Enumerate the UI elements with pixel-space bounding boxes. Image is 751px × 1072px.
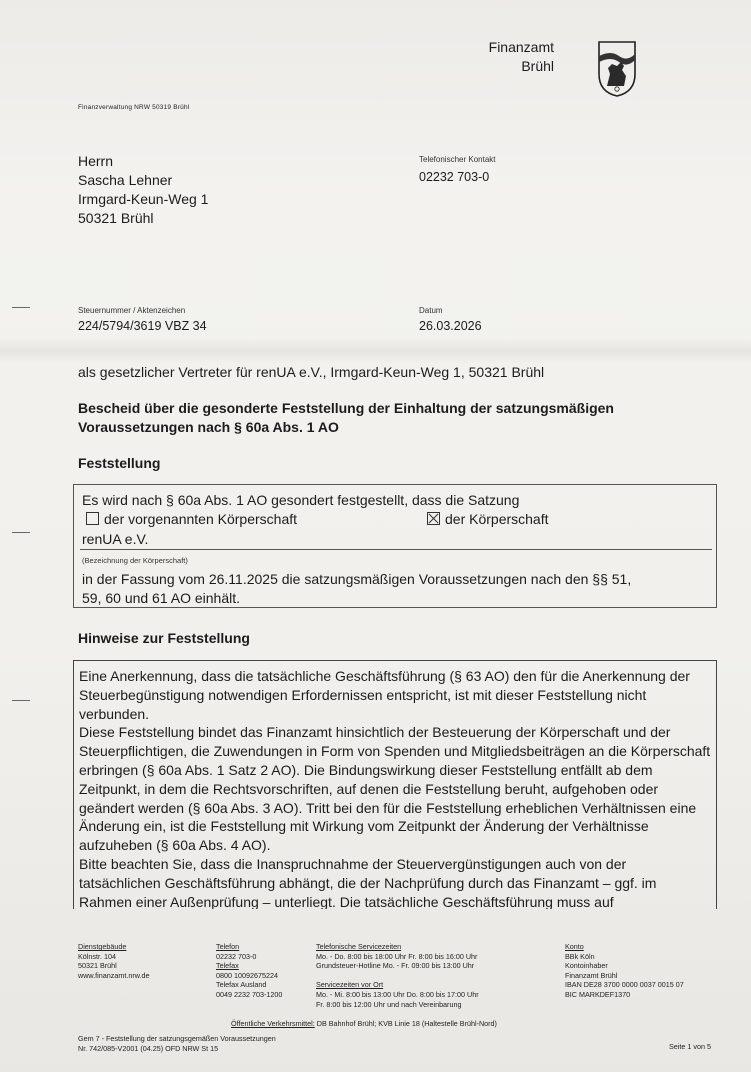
footer-account-label: Konto bbox=[565, 942, 584, 951]
footer-onsite-hours-2: Fr. 8:00 bis 12:00 Uhr und nach Vereinbarung bbox=[316, 999, 462, 1009]
checkbox-unchecked-icon[interactable] bbox=[86, 512, 99, 525]
footer-phone bbox=[216, 942, 282, 1000]
footer-iban: IBAN DE28 3700 0000 0037 0015 07 bbox=[565, 980, 684, 990]
footer-service-label: Telefonische Servicezeiten bbox=[316, 942, 402, 951]
footer-fax-abroad-number: 0049 2232 703-1200 bbox=[216, 989, 283, 999]
hinweise-heading: Hinweise zur Feststellung bbox=[78, 630, 250, 646]
recipient-name: Sascha Lehner bbox=[78, 172, 173, 188]
representative-line: als gesetzlicher Vertreter für renUA e.V., Irmgard-Keun-Weg 1, 50321 Brühl bbox=[78, 364, 545, 380]
entity-name: renUA e.V. bbox=[82, 531, 149, 547]
footer-bic: BIC MARKDEF1370 bbox=[565, 989, 631, 999]
sender-line: Finanzverwaltung NRW 50319 Brühl bbox=[78, 104, 190, 111]
footer-website-link[interactable]: www.finanzamt.nrw.de bbox=[78, 970, 150, 980]
feststellung-intro: Es wird nach § 60a Abs. 1 AO gesondert festgestellt, dass die Satzung bbox=[82, 492, 520, 508]
footer-form-id bbox=[78, 1034, 276, 1053]
footer-building-city: 50321 Brühl bbox=[78, 961, 117, 971]
footer-fax-label: Telefax bbox=[216, 961, 239, 971]
feststellung-text-line1: in der Fassung vom 26.11.2025 die satzungsmäßigen Voraussetzungen nach den §§ 51, bbox=[82, 571, 632, 587]
footer-service bbox=[316, 942, 479, 1009]
footer-fax-abroad-label: Telefax Ausland bbox=[216, 980, 267, 990]
recipient-address bbox=[78, 152, 208, 228]
fold-mark bbox=[12, 307, 30, 308]
footer-account-holder-label: Kontoinhaber bbox=[565, 961, 608, 971]
feststellung-heading: Feststellung bbox=[78, 455, 161, 471]
footer-building-street: Kölnstr. 104 bbox=[78, 951, 116, 961]
recipient-city: 50321 Brühl bbox=[78, 210, 154, 226]
page-number: Seite 1 von 5 bbox=[669, 1042, 711, 1051]
option-entity-label: der Körperschaft bbox=[445, 511, 549, 527]
footer-transport-label: Öffentliche Verkehrsmittel: bbox=[231, 1019, 315, 1028]
footer-account bbox=[565, 942, 684, 1000]
office-block bbox=[470, 38, 554, 76]
checkbox-checked-icon[interactable] bbox=[427, 512, 440, 525]
hinweise-paragraph-3: Bitte beachten Sie, dass die Inanspruchnahme der Steuervergünstigungen auch von der tatsächlichen Geschäftsführung abhängt, die der Nachprüfung durch das Finanzamt – ggf. im Rahmen einer Außenprüfung – unterliegt. Die tatsächliche Geschäftsführung muss auf bbox=[79, 855, 657, 909]
tax-number-label: Steuernummer / Aktenzeichen bbox=[78, 306, 186, 315]
footer-form-line-2: Nr. 742/085-V2001 (04.25) OFD NRW St 15 bbox=[78, 1043, 219, 1053]
hinweise-box bbox=[73, 660, 717, 909]
recipient-street: Irmgard-Keun-Weg 1 bbox=[78, 191, 209, 207]
footer-form-line-1: Gem 7 - Feststellung der satzungsgemäßen Voraussetzungen bbox=[78, 1034, 276, 1043]
option-previous-entity-label: der vorgenannten Körperschaft bbox=[104, 511, 298, 527]
option-entity[interactable] bbox=[427, 510, 549, 529]
footer-hotline-hours: Grundsteuer-Hotline Mo. - Fr. 09:00 bis 13:00 Uhr bbox=[316, 961, 475, 971]
scan-shadow bbox=[0, 338, 751, 364]
date-value: 26.03.2026 bbox=[419, 319, 482, 333]
footer-bank: BBk Köln bbox=[565, 951, 595, 961]
footer-phone-number: 02232 703-0 bbox=[216, 951, 257, 961]
footer-fax-number: 0800 10092675224 bbox=[216, 970, 278, 980]
document-title: Bescheid über die gesonderte Feststellung der Einhaltung der satzungsmäßigen Voraussetzungen nach § 60a Abs. 1 AO bbox=[78, 400, 614, 435]
entity-label: (Bezeichnung der Körperschaft) bbox=[82, 556, 188, 565]
footer-onsite-hours-1: Mo. - Mi. 8:00 bis 13:00 Uhr Do. 8:00 bis 17:00 Uhr bbox=[316, 989, 479, 999]
office-city: Brühl bbox=[521, 58, 554, 74]
footer-transport bbox=[231, 1019, 497, 1029]
footer-service-hours: Mo. - Do. 8:00 bis 18:00 Uhr Fr. 8:00 bis 16:00 Uhr bbox=[316, 951, 478, 961]
hinweise-paragraph-1: Eine Anerkennung, dass die tatsächliche Geschäftsführung (§ 63 AO) den für die Anerkennung der Steuerbegünstigung notwendigen Erfordernissen entspricht, ist mit dieser Feststellung nicht verbunden. bbox=[79, 668, 690, 722]
fold-mark bbox=[12, 700, 30, 701]
footer-onsite-label: Servicezeiten vor Ort bbox=[316, 980, 384, 990]
fold-mark bbox=[12, 532, 30, 533]
office-name: Finanzamt bbox=[488, 39, 554, 55]
footer-transport-text: DB Bahnhof Brühl; KVB Linie 18 (Haltestelle Brühl-Nord) bbox=[316, 1019, 497, 1028]
footer-phone-label: Telefon bbox=[216, 942, 240, 951]
hinweise-paragraph-2: Diese Feststellung bindet das Finanzamt hinsichtlich der Besteuerung der Körperschaft und der Steuerpflichtigen, die Zuwendungen in Form von Spenden und Mitgliedsbeiträgen an die Körperschaft erbringen (§ 60a Abs. 1 Satz 2 AO). Die Bindungswirkung dieser Feststellung entfällt ab dem Zeitpunkt, in dem die Rechtsvorschriften, auf denen die Feststellung beruht, aufgehoben oder geändert werden (§ 60a Abs. 3 AO). Tritt bei den für die Feststellung erheblichen Verhältnissen eine Änderung ein, ist die Feststellung mit Wirkung vom Zeitpunkt der Änderung der Verhältnisse aufzuheben (§ 60a Abs. 4 AO). bbox=[79, 724, 711, 854]
option-previous-entity[interactable] bbox=[86, 510, 297, 529]
date-label: Datum bbox=[419, 306, 443, 315]
footer-building bbox=[78, 942, 150, 980]
contact-label: Telefonischer Kontakt bbox=[419, 155, 496, 164]
feststellung-box bbox=[73, 484, 717, 608]
entity-underline bbox=[80, 549, 712, 550]
contact-phone: 02232 703-0 bbox=[419, 170, 490, 184]
tax-number: 224/5794/3619 VBZ 34 bbox=[78, 319, 207, 333]
feststellung-text-line2: 59, 60 und 61 AO einhält. bbox=[82, 590, 241, 606]
recipient-salutation: Herrn bbox=[78, 153, 114, 169]
footer-account-holder: Finanzamt Brühl bbox=[565, 970, 618, 980]
nrw-coat-of-arms-icon bbox=[597, 40, 637, 98]
footer-building-label: Dienstgebäude bbox=[78, 942, 127, 951]
